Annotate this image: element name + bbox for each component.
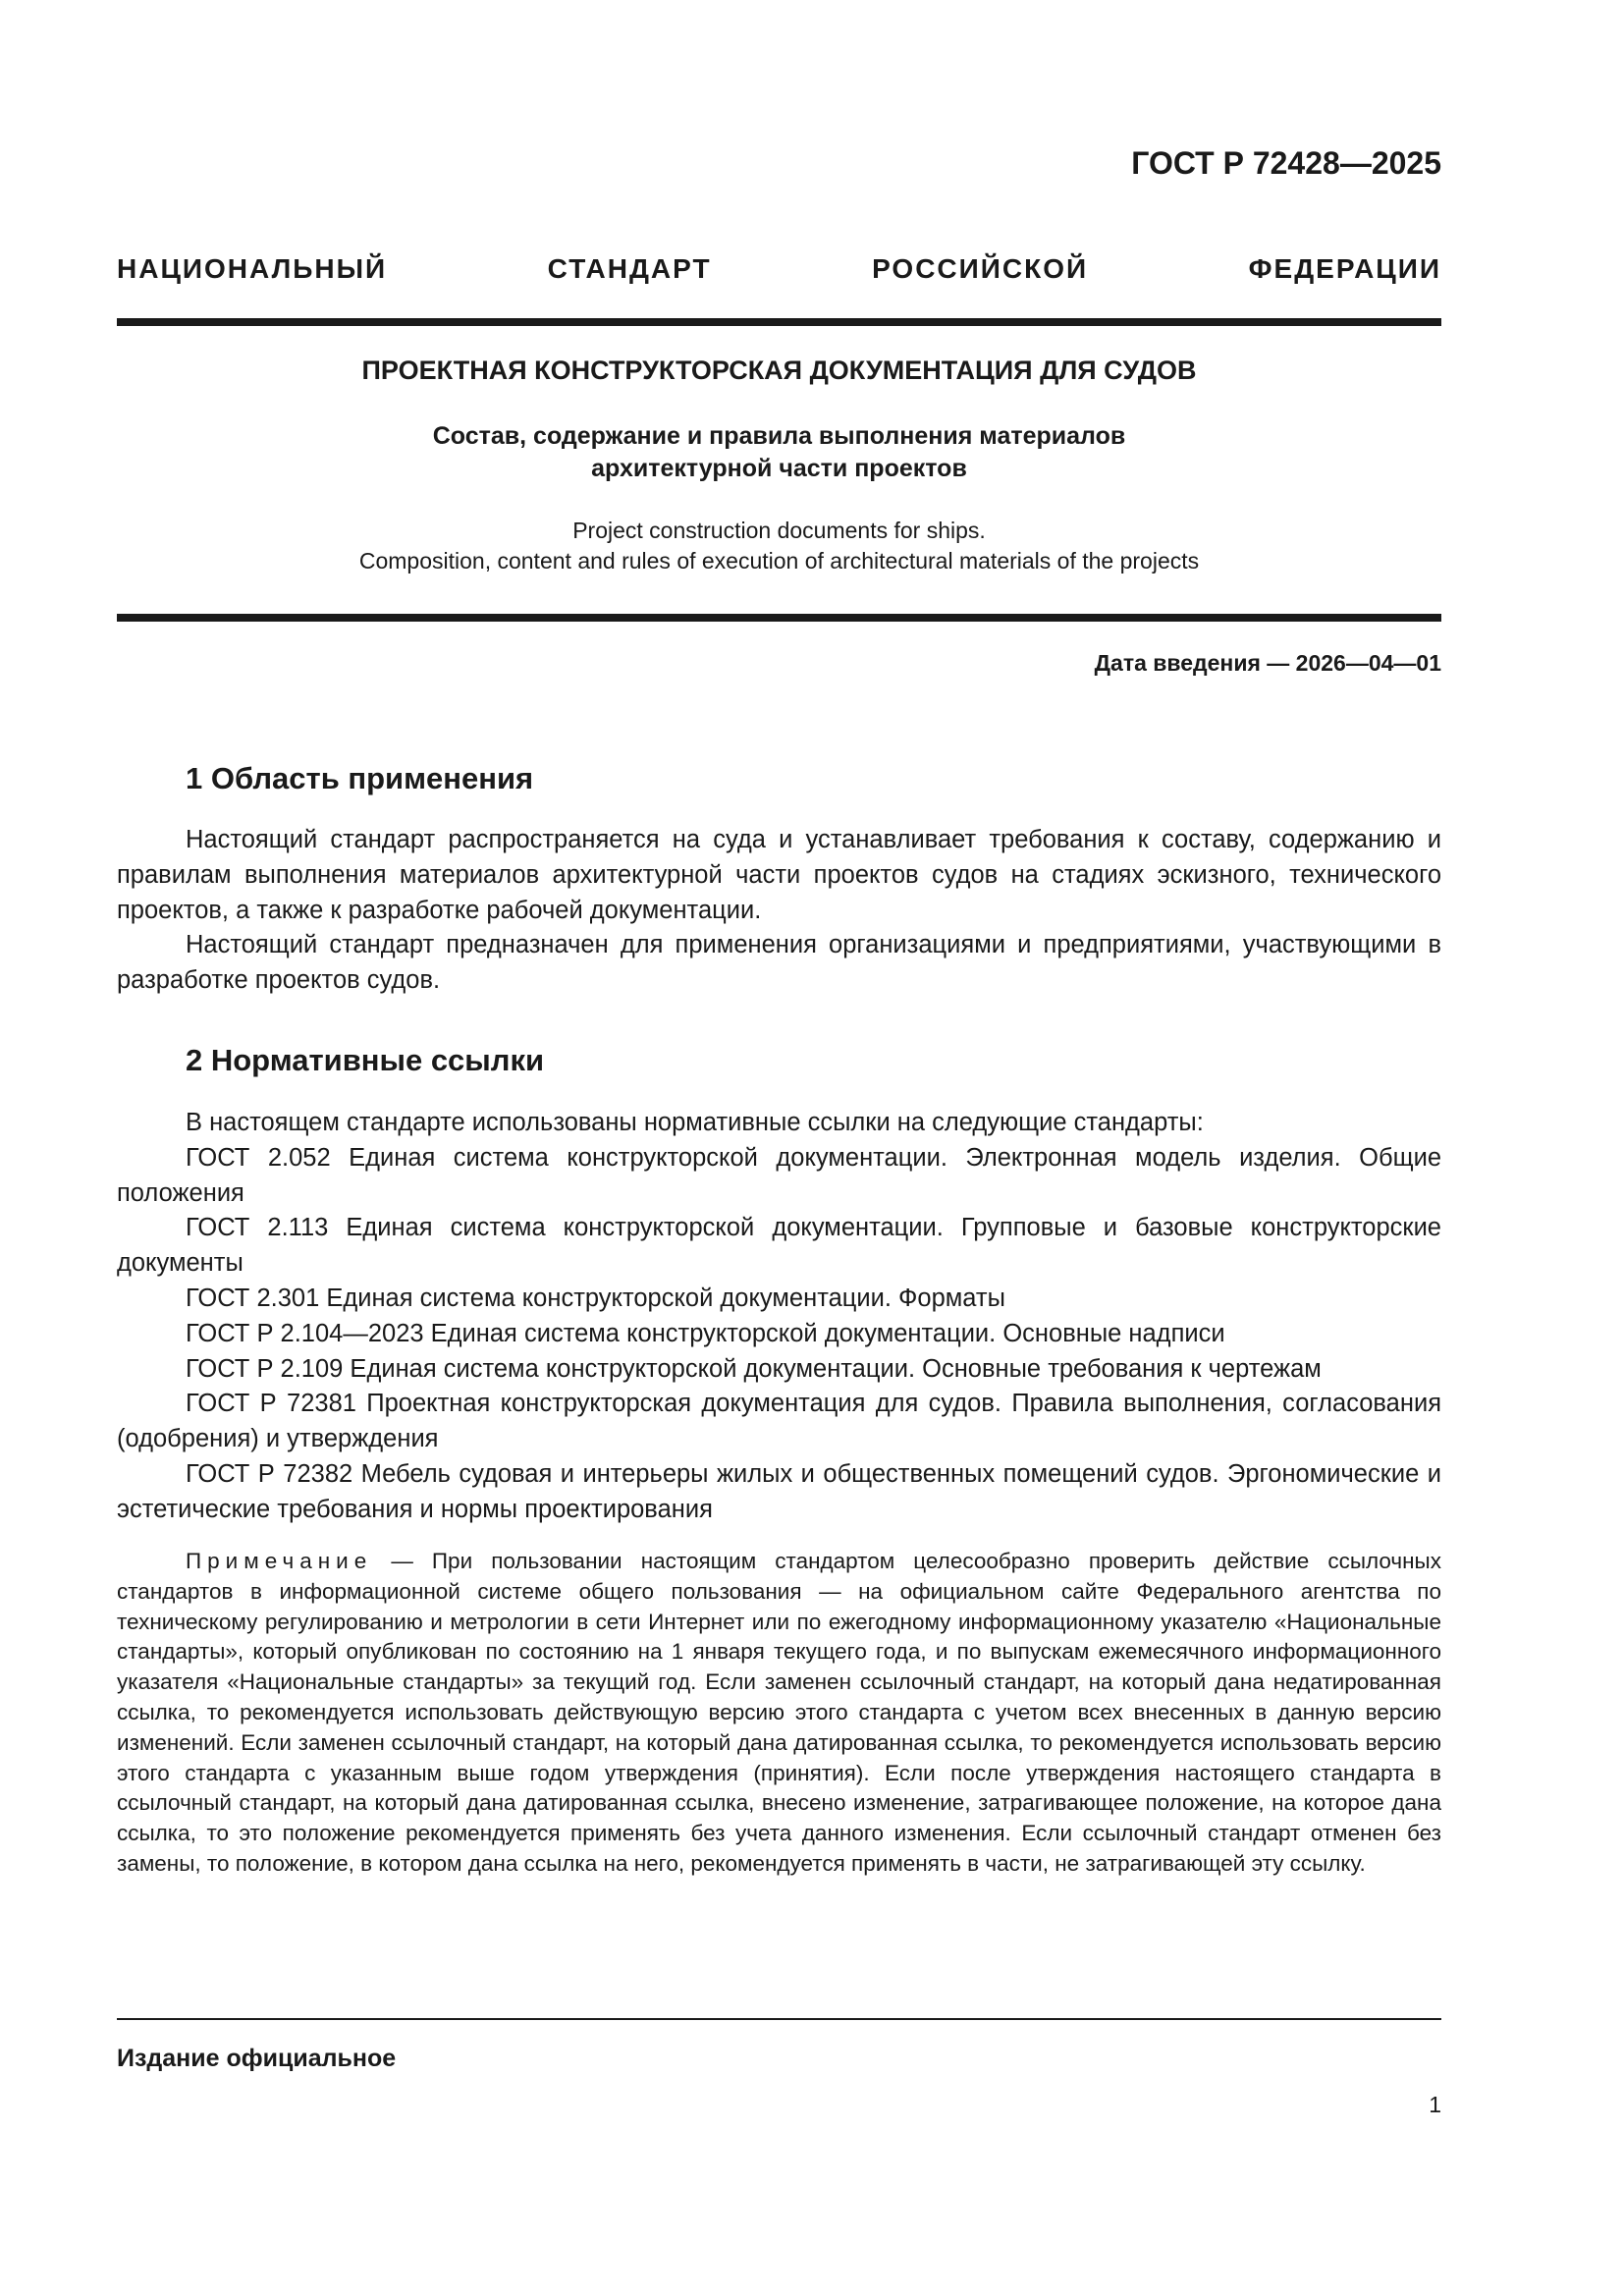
official-edition-label: Издание официальное xyxy=(117,2045,397,2072)
top-rule xyxy=(117,318,1441,326)
note-text: — При пользовании настоящим стандартом целесообразно проверить действие ссылочных стандартов в информационной системе общего пользования — на официальном сайте Федерального агентства по техническому регулированию и метрологии в сети Интернет или по ежегодному информационному указателю «Национальные стандарты», который опубликован по состоянию на 1 января текущего года, и по выпускам ежемесячного информационного указателя «Национальные стандарты» за текущий год. Если заменен ссылочный стандарт, на который дана недатированная ссылка, то рекомендуется использовать действующую версию этого стандарта с учетом всех внесенных в данную версию изменений. Если заменен ссылочный стандарт, на который дана датированная ссылка, то рекомендуется использовать версию этого стандарта с указанным выше годом утверждения (принятия). Если после утверждения настоящего стандарта в ссылочный стандарт, на который дана датированная ссылка, внесено изменение, затрагивающее положение, на которое дана ссылка, то это положение рекомендуется применять без учета данного изменения. Если ссылочный стандарт отменен без замены, то положение, в котором дана ссылка на него, рекомендуется применять в части, не затрагивающей эту ссылку. xyxy=(117,1549,1441,1876)
references-intro: В настоящем стандарте использованы нормативные ссылки на следующие стандарты: xyxy=(186,1109,1204,1136)
reference-item: ГОСТ Р 72381 Проектная конструкторская документация для судов. Правила выполнения, согласования (одобрения) и утверждения xyxy=(117,1390,1441,1453)
intro-date: Дата введения — 2026—04—01 xyxy=(1094,650,1441,676)
section-1-paragraph-2: Настоящий стандарт предназначен для применения организациями и предприятиями, участвующими в разработке проектов судов. xyxy=(117,931,1441,995)
section-2-body xyxy=(117,1106,1441,1528)
subtitle-line-1: Состав, содержание и правила выполнения материалов xyxy=(432,422,1126,450)
note-label: Примечание xyxy=(186,1549,373,1573)
english-title-line-1: Project construction documents for ships. xyxy=(572,518,986,543)
section-2-heading: 2 Нормативные ссылки xyxy=(186,1043,545,1077)
reference-item: ГОСТ 2.052 Единая система конструкторской документации. Электронная модель изделия. Общие положения xyxy=(117,1143,1441,1207)
document-title: ПРОЕКТНАЯ КОНСТРУКТОРСКАЯ ДОКУМЕНТАЦИЯ ДЛЯ СУДОВ xyxy=(361,355,1197,385)
document-subtitle xyxy=(117,420,1441,485)
page-number: 1 xyxy=(1429,2092,1441,2117)
english-title xyxy=(117,516,1441,576)
section-1-heading: 1 Область применения xyxy=(186,761,534,795)
english-title-line-2: Composition, content and rules of execution of architectural materials of the projects xyxy=(358,548,1200,574)
section-1-paragraph-1: Настоящий стандарт распространяется на суда и устанавливает требования к составу, содержанию и правилам выполнения материалов архитектурной части проектов судов на стадиях эскизного, технического проектов, а также к разработке рабочей документации. xyxy=(117,826,1441,924)
gost-number: ГОСТ Р 72428—2025 xyxy=(1131,145,1441,181)
footer-rule xyxy=(117,2018,1441,2020)
subtitle-line-2: архитектурной части проектов xyxy=(591,455,967,482)
reference-item: ГОСТ 2.301 Единая система конструкторской документации. Форматы xyxy=(186,1284,1005,1312)
reference-item: ГОСТ Р 2.109 Единая система конструкторской документации. Основные требования к чертежам xyxy=(186,1354,1322,1383)
reference-item: ГОСТ Р 2.104—2023 Единая система конструкторской документации. Основные надписи xyxy=(186,1319,1225,1347)
section-1-body xyxy=(117,823,1441,999)
title-rule xyxy=(117,614,1441,622)
reference-item: ГОСТ Р 72382 Мебель судовая и интерьеры жилых и общественных помещений судов. Эргономические и эстетические требования и нормы проектирования xyxy=(117,1459,1441,1523)
national-standard-banner: НАЦИОНАЛЬНЫЙ СТАНДАРТ РОССИЙСКОЙ ФЕДЕРАЦИИ xyxy=(117,253,1441,284)
reference-item: ГОСТ 2.113 Единая система конструкторской документации. Групповые и базовые конструкторские документы xyxy=(117,1214,1441,1278)
references-note xyxy=(117,1547,1441,1880)
